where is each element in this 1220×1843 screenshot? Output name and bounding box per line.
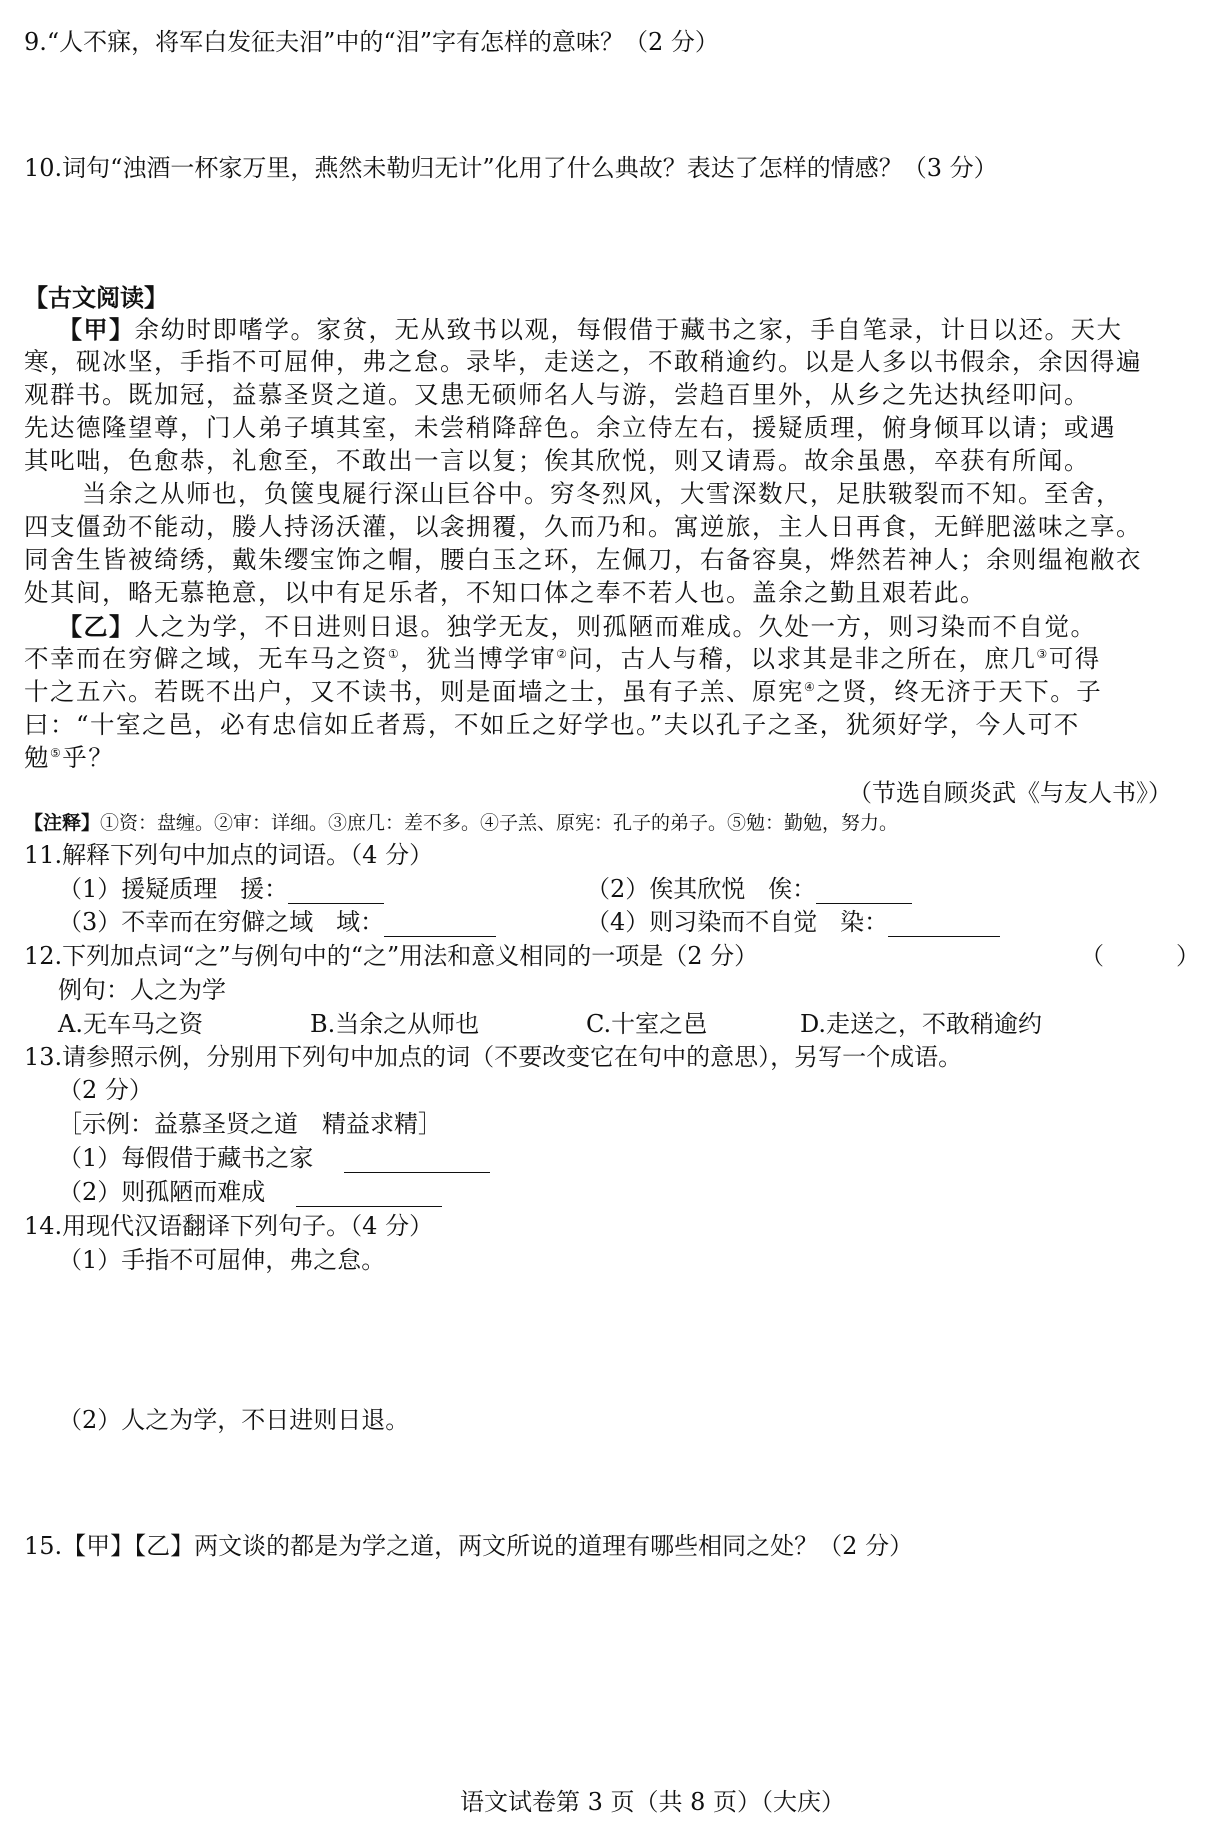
q12-option-b[interactable]: B.当余之从师也 <box>310 1010 480 1038</box>
passage-yi-line-5: 勉⑤乎？ <box>24 743 115 772</box>
answer-blank[interactable] <box>344 1148 490 1173</box>
q11-item-3: （3）不幸而在穷僻之域 域： <box>58 902 496 937</box>
passage-jia-p2-line-1: 当余之从师也，负箧曳屣行深山巨谷中。穷冬烈风，大雪深数尺，足肤皲裂而不知。至舍， <box>82 479 1122 508</box>
note-mark-5: ⑤ <box>50 745 63 760</box>
question-14-title: 14.用现代汉语翻译下列句子。（4 分） <box>24 1212 434 1240</box>
section-title: 【古文阅读】 <box>24 283 168 312</box>
q13-item-2: （2）则孤陋而难成 <box>58 1172 442 1207</box>
q11-item-1: （1）援疑质理 援： <box>58 869 384 904</box>
q13-example: ［示例：益慕圣贤之道 精益求精］ <box>58 1110 442 1138</box>
q11-item-4: （4）则习染而不自觉 染： <box>586 902 1000 937</box>
note-mark-4: ④ <box>804 679 817 694</box>
page-footer: 语文试卷第 3 页（共 8 页）（大庆） <box>460 1788 846 1816</box>
q12-option-d[interactable]: D.走送之，不敢稍逾约 <box>800 1010 1043 1038</box>
q14-item-2: （2）人之为学，不日进则日退。 <box>58 1406 410 1434</box>
question-12-title: 12.下列加点词“之”与例句中的“之”用法和意义相同的一项是（2 分） <box>24 942 759 970</box>
passage-yi-line-2: 不幸而在穷僻之域，无车马之资①，犹当博学审②问，古人与稽，以求其是非之所在，庶几③可得 <box>24 644 1101 673</box>
question-15: 15.【甲】【乙】两文谈的都是为学之道，两文所说的道理有哪些相同之处？（2 分） <box>24 1532 914 1560</box>
passage-jia-line-2: 寒，砚冰坚，手指不可屈伸，弗之怠。录毕，走送之，不敢稍逾约。以是人多以书假余，余因得遍 <box>24 347 1142 376</box>
q12-answer-paren[interactable]: （ ） <box>1080 942 1200 970</box>
passage-yi-line-3: 十之五六。若既不出户，又不读书，则是面墙之士，虽有子羔、原宪④之贤，终无济于天下。子 <box>24 677 1103 706</box>
passage-jia-p2-line-3: 同舍生皆被绮绣，戴朱缨宝饰之帽，腰白玉之环，左佩刀，右备容臭，烨然若神人；余则缊袍敝衣 <box>24 545 1142 574</box>
q14-item-1: （1）手指不可屈伸，弗之怠。 <box>58 1246 386 1274</box>
q13-item-1: （1）每假借于藏书之家 <box>58 1138 490 1173</box>
passage-yi-line-1: 【乙】人之为学，不日进则日退。独学无友，则孤陋而难成。久处一方，则习染而不自觉。 <box>58 612 1097 641</box>
q12-example: 例句：人之为学 <box>58 976 226 1004</box>
answer-blank[interactable] <box>888 912 1000 937</box>
note-mark-1: ① <box>388 646 401 661</box>
passage-jia-line-4: 先达德隆望尊，门人弟子填其室，未尝稍降辞色。余立侍左右，援疑质理，俯身倾耳以请；或遇 <box>24 413 1116 442</box>
note-mark-3: ③ <box>1036 646 1049 661</box>
q12-option-a[interactable]: A.无车马之资 <box>58 1010 203 1038</box>
passage-jia-line-5: 其叱咄，色愈恭，礼愈至，不敢出一言以复；俟其欣悦，则又请焉。故余虽愚，卒获有所闻。 <box>24 446 1090 475</box>
answer-blank[interactable] <box>288 879 384 904</box>
passage-yi-line-4: 曰：“十室之邑，必有忠信如丘者焉，不如丘之好学也。”夫以孔子之圣，犹须好学，今人可不 <box>24 710 1080 739</box>
note-mark-2: ② <box>556 646 569 661</box>
question-10: 10.词句“浊酒一杯家万里，燕然未勒归无计”化用了什么典故？表达了怎样的情感？（3 分） <box>24 154 998 182</box>
q12-option-c[interactable]: C.十室之邑 <box>586 1010 708 1038</box>
question-13-title: 13.请参照示例，分别用下列句中加点的词（不要改变它在句中的意思），另写一个成语。 <box>24 1043 963 1071</box>
passage-source: （节选自顾炎武《与友人书》） <box>848 779 1172 807</box>
q13-score: （2 分） <box>58 1076 153 1104</box>
passage-yi-tag: 【乙】 <box>58 612 135 641</box>
passage-jia-p2-line-4: 处其间，略无慕艳意，以中有足乐者，不知口体之奉不若人也。盖余之勤且艰若此。 <box>24 578 986 607</box>
passage-jia-line-1: 【甲】余幼时即嗜学。家贫，无从致书以观，每假借于藏书之家，手自笔录，计日以还。天大 <box>58 315 1123 344</box>
annotations-label: 【注释】 <box>24 812 101 834</box>
question-9: 9.“人不寐，将军白发征夫泪”中的“泪”字有怎样的意味？（2 分） <box>24 28 719 56</box>
q11-item-2: （2）俟其欣悦 俟： <box>586 869 912 904</box>
answer-blank[interactable] <box>816 879 912 904</box>
passage-jia-tag: 【甲】 <box>58 315 135 344</box>
passage-jia-line-3: 观群书。既加冠，益慕圣贤之道。又患无硕师名人与游，尝趋百里外，从乡之先达执经叩问。 <box>24 380 1090 409</box>
annotations: 【注释】①资：盘缠。②审：详细。③庶几：差不多。④子羔、原宪：孔子的弟子。⑤勉：勤勉，努力。 <box>24 812 899 834</box>
answer-blank[interactable] <box>384 912 496 937</box>
question-11-title: 11.解释下列句中加点的词语。（4 分） <box>24 841 434 869</box>
passage-jia-p2-line-2: 四支僵劲不能动，媵人持汤沃灌，以衾拥覆，久而乃和。寓逆旅，主人日再食，无鲜肥滋味之享。 <box>24 512 1142 541</box>
answer-blank[interactable] <box>296 1182 442 1207</box>
